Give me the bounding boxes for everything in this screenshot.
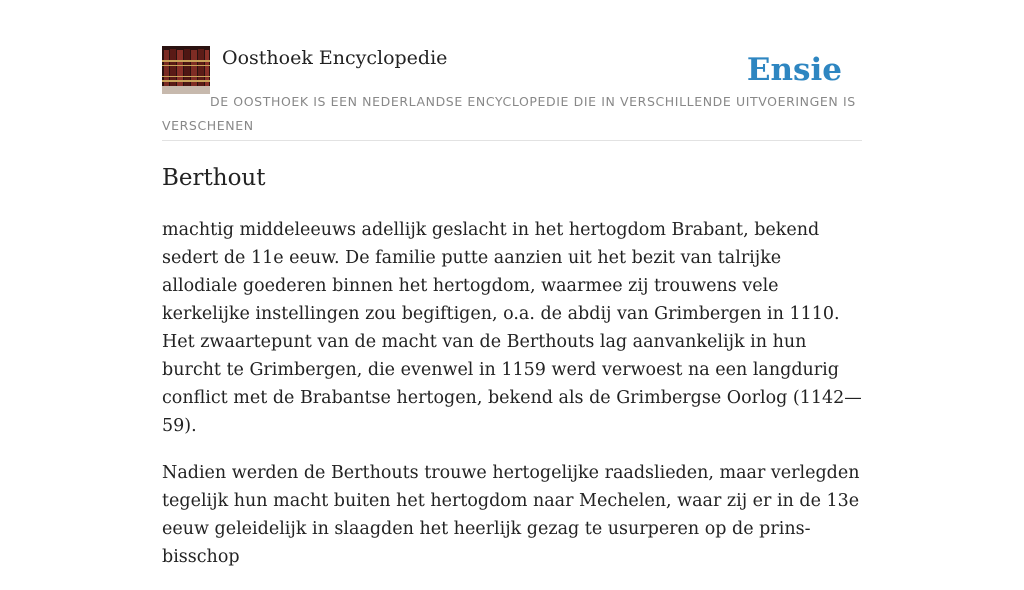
source-title[interactable]: Oosthoek Encyclopedie	[222, 47, 448, 69]
article-paragraph: Nadien werden de Berthouts trouwe hertogelijke raadslieden, maar verlegden tegelijk hun macht buiten het hertogdom naar Mechelen, waar zij er in de 13e eeuw geleidelijk in slaagden het heerlijk gezag te usurperen op de prins-bisschop	[162, 463, 860, 567]
article-title: Berthout	[162, 165, 266, 191]
article-paragraph: machtig middeleeuws adellijk geslacht in het hertogdom Brabant, bekend sedert de 11e eeuw. De familie putte aanzien uit het bezit van talrijke allodiale goederen binnen het hertogdom, waarmee zij trouwens vele kerkelijke instellingen zou begiftigen, o.a. de abdij van Grimbergen in 1110. Het zwaartepunt van de macht van de Berthouts lag aanvankelijk in hun burcht te Grimbergen, die evenwel in 1159 werd verwoest na een langdurig conflict met de Brabantse hertogen, bekend als de Grimbergse Oorlog (1142—59).	[162, 220, 862, 436]
source-tagline: DE OOSTHOEK IS EEN NEDERLANDSE ENCYCLOPEDIE DIE IN VERSCHILLENDE UITVOERINGEN IS VERSCHENEN	[162, 94, 856, 133]
source-header	[162, 46, 862, 141]
source-avatar[interactable]	[162, 46, 210, 94]
encyclopedia-books-icon	[162, 46, 210, 94]
article-body	[162, 216, 862, 590]
brand-logo[interactable]: Ensie	[746, 52, 842, 88]
